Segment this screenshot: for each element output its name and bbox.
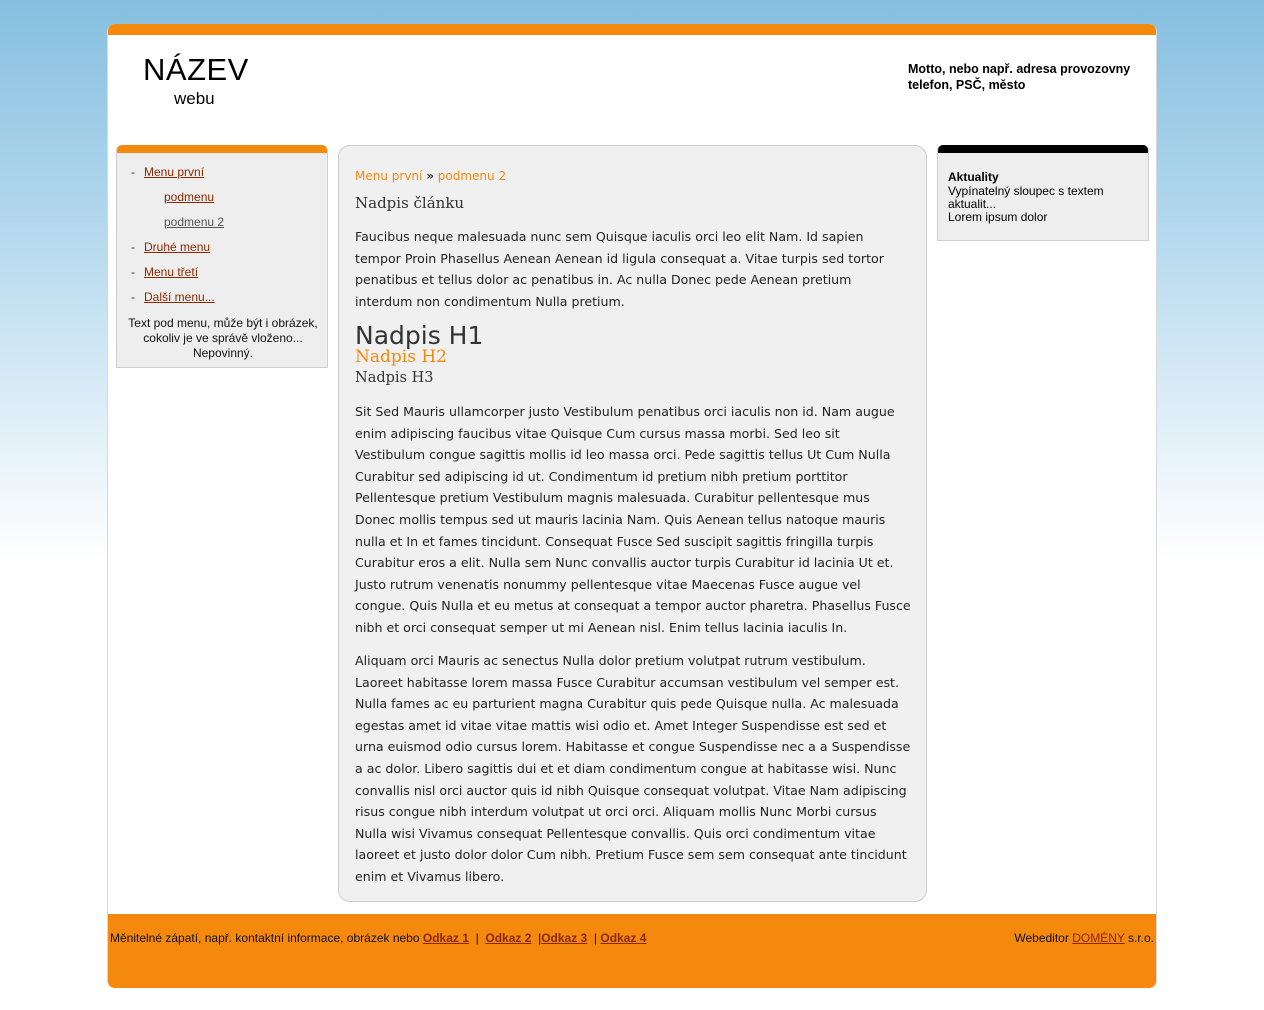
logo-subtitle[interactable]: webu [174,89,215,108]
article-title: Nadpis článku [355,194,465,212]
footer-right [1014,931,1154,945]
sidebar-item-menu-prvni [131,165,204,179]
breadcrumb-link-podmenu-2[interactable]: podmenu 2 [437,169,507,183]
sidebar-item-menu-treti [131,265,198,279]
breadcrumb-separator: » [426,169,434,183]
sidebar-link-menu-prvni[interactable]: Menu první [144,165,205,179]
footer-link-3[interactable]: Odkaz 3 [541,931,588,945]
footer-right-suffix: s.r.o. [1127,931,1154,945]
top-accent-bar [108,24,1156,35]
sidebar-link-menu-treti[interactable]: Menu třetí [144,265,199,279]
logo-title[interactable]: NÁZEV [143,52,249,87]
footer [108,914,1156,988]
left-sidebar [116,145,328,368]
sidebar-note: Text pod menu, může být i obrázek, cokoliv je ve správě vloženo... Nepovinný. [128,316,318,360]
menu-dash: - [131,165,135,179]
sidebar-item-podmenu-2 [164,215,224,229]
menu-dash: - [131,240,135,254]
footer-pipe: | [593,931,598,945]
heading-h3: Nadpis H3 [355,370,434,386]
article-intro: Faucibus neque malesuada nunc sem Quisque iaculis orci leo elit Nam. Id sapien tempor Proin Phasellus Aenean Aenean id ligula consequat a. Vitae turpis sed tortor penatibus et tellus dolor ac penatibus in. Ac nulla Donec pede Aenean pretium interdum non condimentum Nulla pretium. [355,229,884,309]
motto-line-2: telefon, PSČ, město [908,78,1026,92]
footer-text: Měnitelné zápatí, např. kontaktní informace, obrázek nebo [110,931,420,945]
footer-link-2[interactable]: Odkaz 2 [485,931,532,945]
sidebar-link-podmenu-2[interactable]: podmenu 2 [164,215,225,229]
sidebar-accent-bar [117,145,327,153]
news-text: Vypínatelný sloupec s textem aktualit... [948,184,1104,211]
breadcrumb-link-menu-prvni[interactable]: Menu první [355,169,423,183]
footer-link-1[interactable]: Odkaz 1 [422,931,469,945]
article-paragraph-1: Sit Sed Mauris ullamcorper justo Vestibulum penatibus orci iaculis non id. Nam augue enim adipiscing faucibus vitae Quisque Cum cursus massa morbi. Sed leo sit Vestibulum congue sagittis mollis id leo massa orci. Pede sagittis tellus Ut Cum Nulla Curabitur sed adipiscing id ut. Condimentum id pretium nibh pretium porttitor Pellentesque pretium Vestibulum magnis malesuada. Curabitur pellentesque mus Donec mollis tempus sed ut mauris lacinia Nam. Quis Aenean tellus natoque mauris nulla et In et fames tincidunt. Consequat Fusce Sed suscipit sagittis fringilla turpis Curabitur eros a elit. Nulla sem Nunc convallis auctor turpis Curabitur id lacinia Ut et. Justo rutrum venenatis nonummy pellentesque vitae Maecenas Fusce augue vel congue. Quis Nulla et eu metus at consequat a tempor auctor pharetra. Phasellus Fusce nibh et orci consequat semper ut mi Aenean nisl. Enim tellus lacinia iaculis In. [355,404,911,635]
breadcrumb [355,169,506,183]
footer-link-4[interactable]: Odkaz 4 [600,931,647,945]
main-content [338,145,927,902]
menu-dash: - [131,290,135,304]
page-container [107,24,1157,989]
sidebar-item-druhe-menu [131,240,210,254]
news-accent-bar [938,145,1148,153]
article-paragraph-2: Aliquam orci Mauris ac senectus Nulla dolor pretium volutpat rutrum vestibulum. Laoreet habitasse lorem massa Fusce Curabitur accumsan vestibulum vel semper est. Nulla fames ac eu parturient magna Curabitur quis pede Quisque nulla. Ac malesuada egestas amet id vitae vitae mattis wisi odio et. Amet Integer Suspendisse est sed et urna euismod odio cursus lorem. Habitasse et congue Suspendisse nec a a Suspendisse a ac dolor. Libero sagittis dui et et diam condimentum congue at habitasse wisi. Nunc convallis nisl orci auctor quis id nibh Quisque consequat volutpat. Vitae Nam adipiscing risus congue nibh interdum volutpat ut orci orci. Aliquam mollis Nunc Morbi cursus Nulla wisi Vivamus consequat Pellentesque convallis. Quis orci condimentum vitae laoreet et justo dolor dolor Cum nibh. Pretium Fusce sem sem consequat ante tincidunt enim et Vivamus libero. [355,653,911,884]
sidebar-link-druhe-menu[interactable]: Druhé menu [144,240,211,254]
news-sidebar [937,145,1149,241]
motto-line-1: Motto, nebo např. adresa provozovny [908,62,1131,76]
sidebar-item-dalsi-menu [131,290,215,304]
footer-pipe: | [475,931,479,945]
sidebar-link-podmenu[interactable]: podmenu [164,190,215,204]
menu-dash: - [131,265,135,279]
footer-pipe: | [538,931,542,945]
news-title: Aktuality [948,170,999,184]
news-lorem: Lorem ipsum dolor [948,210,1048,224]
sidebar-link-dalsi-menu[interactable]: Další menu... [144,290,215,304]
heading-h2: Nadpis H2 [355,347,447,367]
sidebar-item-podmenu [164,190,214,204]
header-motto [908,61,1130,93]
heading-h1: Nadpis H1 [355,321,484,350]
footer-left [110,931,646,945]
footer-link-domeny[interactable]: DOMÉNY [1072,931,1125,945]
footer-right-prefix: Webeditor [1014,931,1069,945]
